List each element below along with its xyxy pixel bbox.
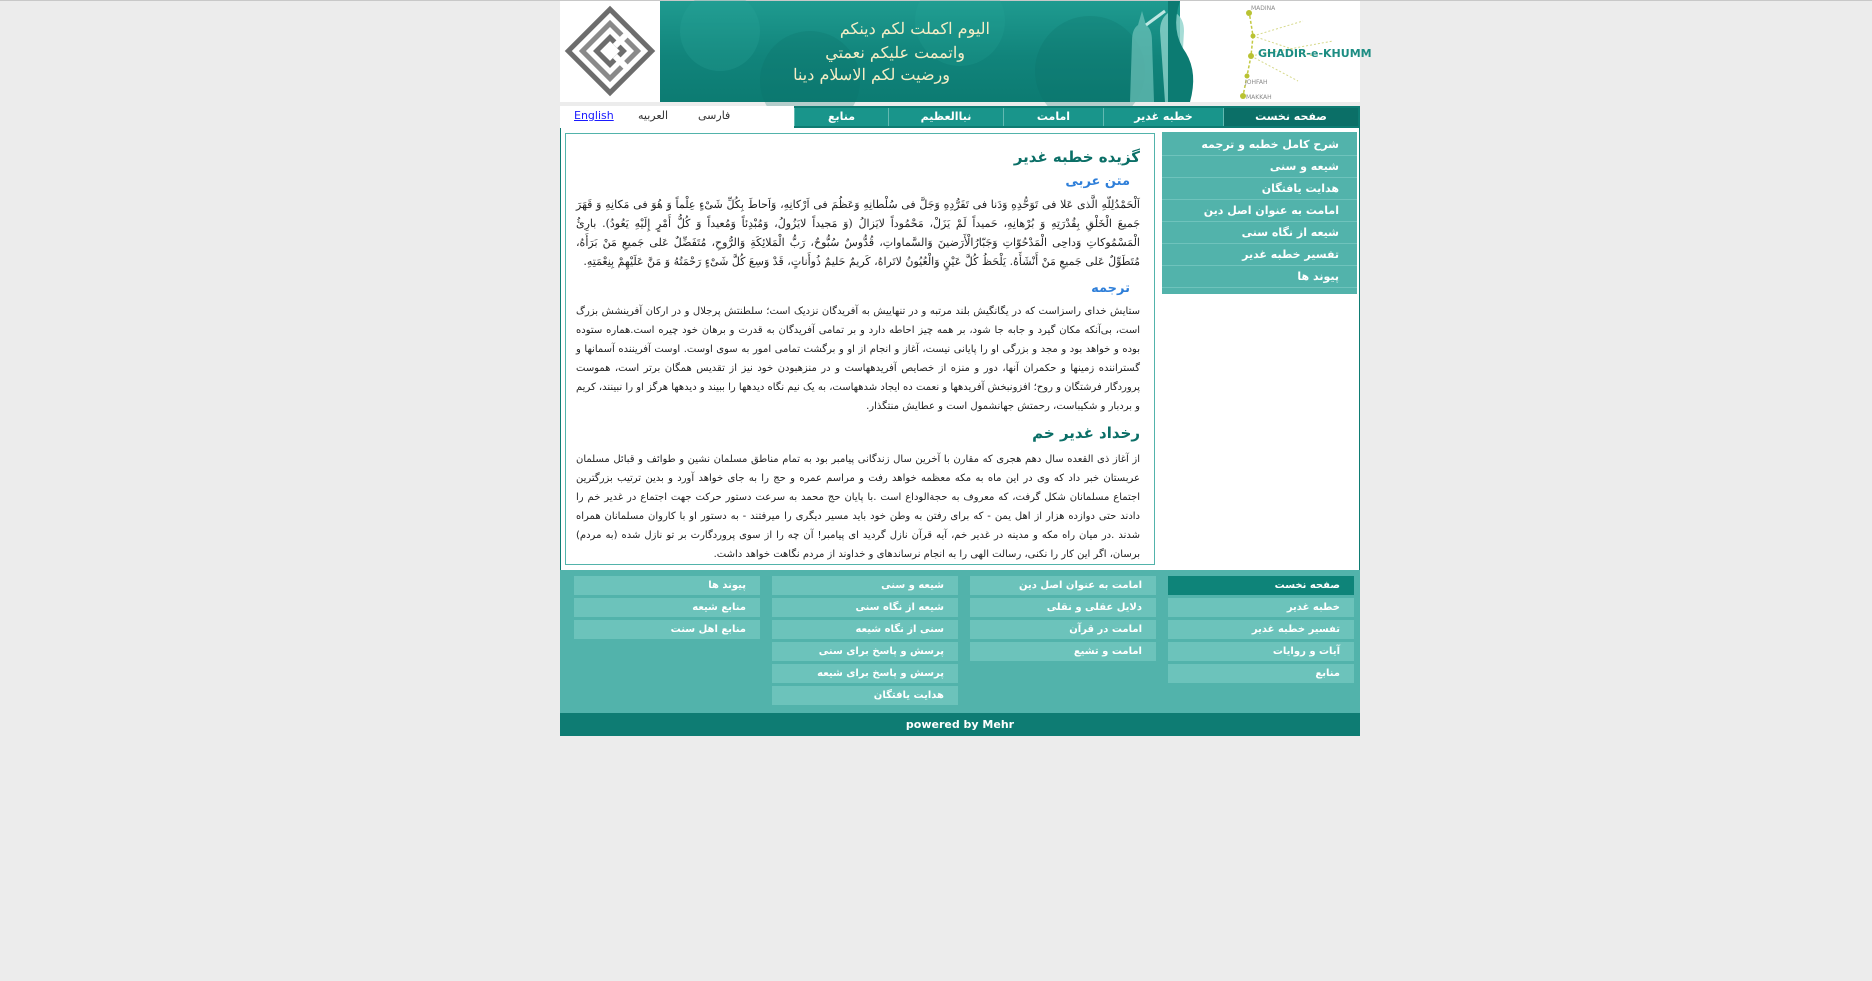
tab-ghadir-sermon[interactable]: خطبه غدير [1103, 108, 1223, 126]
footer-link-shia-sources[interactable]: منابع شيعه [574, 598, 760, 617]
arabic-heading: متن عربی [1065, 174, 1130, 189]
event-heading: رخداد غدير خم [1032, 424, 1140, 442]
map-city-madina: MADINA [1251, 5, 1276, 12]
footer-link-imamate-quran[interactable]: امامت در قرآن [970, 620, 1156, 639]
map-city-johfah: JOHFAH [1245, 79, 1268, 86]
map-city-makkah: MAKKAH [1246, 94, 1272, 101]
footer-link-verses-narrations[interactable]: آيات و روايات [1168, 642, 1354, 661]
footer-column-2 [970, 576, 1156, 664]
footer-link-sermon-commentary[interactable]: تفسير خطبه غدير [1168, 620, 1354, 639]
footer-link-sources[interactable]: منابع [1168, 664, 1354, 683]
footer-link-shia-sunni[interactable]: شيعه و سنی [772, 576, 958, 595]
tab-imamate[interactable]: امامت [1003, 108, 1103, 126]
kufic-logo[interactable] [560, 1, 660, 102]
footer-link-qa-sunni[interactable]: پرسش و پاسخ برای سنی [772, 642, 958, 661]
footer-column-3 [772, 576, 958, 708]
tab-naba-al-azim[interactable]: نباالعظيم [888, 108, 1003, 126]
site-header [560, 1, 1372, 102]
arabic-text: اَلْحَمْدُلِلّهِ الَّذی عَلا فی تَوَحُّدِهِ وَدَنا فی تَفَرُّدِهِ وَجَلَّ فی سُلْطانِهِ وَعَظُمَ فی اَرْکانِهِ، وَاَحاطَ بِکُلِّ شَیْءٍ عِلْماً وَ هُوَ فی مَکانِهِ وَ قَهَرَ جَمیعَ الْخَلْقِ بِقُدْرَتِهِ وَ بُرْهانِهِ، حَمیداً لَمْ یَزَلْ، مَحْمُوداً لایَزالُ (وَ مَجیداً لایَزُولُ، وَمُبْدِئاً وَمُعیداً وَ کُلُّ أَمْرٍ إِلَیْهِ یَعُودُ). بارِئُ الْمَسْمُوکاتِ وَداحِی الْمَدْحُوّاتِ وَجَبّارُالْأَرَضینَ وَالسَّماواتِ، قُدُّوسٌ سُبُّوحٌ، رَبُّ الْمَلائِکَةِ وَالرُّوحِ، مُتَفَضِّلٌ عَلی جَمیعِ مَنْ بَرَأَهُ، مُتَطَوِّلٌ عَلی جَمیعِ مَنْ أَنْشَأَهُ. یَلْحَظُ کُلَّ عَیْنٍ وَالْعُیُونُ لاتَراهُ، کَریمٌ حَلیمٌ ذُوأَناتٍ، قَدْ وَسِعَ کُلَّ شَیْءٍ رَحْمَتُهُ وَ مَنَّ عَلَیْهِمْ بِنِعْمَتِهِ. [576, 198, 1140, 268]
sidebar [1162, 132, 1357, 294]
main-area [560, 128, 1360, 570]
lang-english-link[interactable]: English [574, 109, 614, 122]
powered-by: powered by Mehr [560, 713, 1360, 736]
sidebar-item-converts[interactable]: هدايت يافتگان [1162, 178, 1357, 200]
map-title: GHADIR-e-KHUMM [1258, 47, 1372, 60]
sidebar-item-imamate-principle[interactable]: امامت به عنوان اصل دين [1162, 200, 1357, 222]
lang-persian-link[interactable]: فارسی [698, 109, 731, 122]
verse-line-1: اليوم اكملت لكم دينكم [839, 19, 990, 38]
footer-link-imamate-shiism[interactable]: امامت و تشيع [970, 642, 1156, 661]
top-nav [560, 106, 1360, 128]
sidebar-item-shia-sunni[interactable]: شيعه و سنی [1162, 156, 1357, 178]
article [565, 133, 1155, 565]
footer-link-home[interactable]: صفحه نخست [1168, 576, 1354, 595]
footer-link-ghadir-sermon[interactable]: خطبه غدير [1168, 598, 1354, 617]
kufic-logo-icon [560, 1, 660, 102]
footer-link-shia-by-sunni[interactable]: شيعه از نگاه سنی [772, 598, 958, 617]
verse-line-2: واتممت عليكم نعمتي [825, 43, 965, 62]
verse-line-3: ورضيت لكم الاسلام دينا [793, 65, 950, 84]
footer-link-qa-shia[interactable]: پرسش و پاسخ برای شيعه [772, 664, 958, 683]
article-title: گزيده خطبه غدير [1013, 148, 1140, 166]
sidebar-item-sermon-commentary[interactable]: تفسير خطبه غدير [1162, 244, 1357, 266]
page-wrapper [560, 1, 1372, 736]
sidebar-item-shia-by-sunni[interactable]: شيعه از نگاه سنی [1162, 222, 1357, 244]
footer-column-4 [574, 576, 760, 642]
tab-home[interactable]: صفحه نخست [1223, 108, 1358, 126]
tab-sources[interactable]: منابع [794, 108, 888, 126]
footer-column-1 [1168, 576, 1354, 686]
footer-link-imamate-principle[interactable]: امامت به عنوان اصل دين [970, 576, 1156, 595]
footer-link-converts[interactable]: هدايت يافتگان [772, 686, 958, 705]
event-text: از آغاز ذی القعده سال دهم هجری که مقارن با آخرين سال زندگانی پيامبر بود به تمام مناطق مسلمان نشين و طوائف و قبائل مسلمان عربستان خبر داد که وی در اين ماه به مکه معظمه خواهد رفت و مراسم عمره و حج را به جای خواهد آورد و بدين ترتيب بزرگترين اجتماع مسلمانان شکل گرفت، که معروف به حجةالوداع است .با پايان حج محمد به سرعت دستور حرکت جهت اجتماع در غدير خم را دادند حتی دوازده هزار از اهل يمن - که برای رفتن به وطن خود بايد مسير ديگری را ميرفتند - به دستور او با کاروان مسلمانان همراه شدند .در ميان راه مکه و مدينه در غدير خم، آيه قرآن نازل گرديد ای پيامبر! آن چه را از سوی پروردگارت بر تو نازل شده (به مردم) برسان، اگر اين کار را نکنی، رسالت الهی را به انجام نرساندهای و خداوند از مردم نگاهت خواهد داشت. [576, 454, 1140, 560]
lang-arabic-link[interactable]: العربيه [638, 109, 669, 122]
footer-links [560, 570, 1360, 713]
footer-link-sunni-sources[interactable]: منابع اهل سنت [574, 620, 760, 639]
main-tabs [794, 106, 1360, 128]
translation-heading: ترجمه [1091, 281, 1130, 296]
sidebar-item-links[interactable]: پيوند ها [1162, 266, 1357, 288]
header-banner [660, 1, 1180, 102]
footer-link-links[interactable]: پيوند ها [574, 576, 760, 595]
footer-link-rational-proofs[interactable]: دلايل عقلی و نقلی [970, 598, 1156, 617]
footer-link-sunni-by-shia[interactable]: سنی از نگاه شيعه [772, 620, 958, 639]
sidebar-item-full-sermon[interactable]: شرح کامل خطبه و ترجمه [1162, 134, 1357, 156]
translation-text: ستايش خدای راسزاست که در يگانگيش بلند مرتبه و در تنهاييش به آفريدگان نزديک است؛ سلطنتش پرجلال و در ارکان آفرينشش بزرگ است، بی‌آنکه مکان گيرد و جابه جا شود، بر همه چيز احاطه دارد و بر تمامی آفريدگان به قدرت و برهان خود چيره است.هماره ستوده بوده و خواهد بود و مجد و بزرگی او را پايانی نيست، آغاز و انجام از او و برگشت تمامی امور به سوی اوست. اوست آفريننده آسمانها و گستراننده زمينها و حکمران آنها، دور و منزه از خصايص آفريدههاست و در منزهبودن خود نيز از تقديس همگان برتر است، هموست پروردگار فرشتگان و روح؛ افزونبخش آفريدهها و نعمت ده ايجاد شدههاست، به يک نيم نگاه ديدهها را ببيند و ديدهها هرگز او را نبينند، کريم و بردبار و شکيباست، رحمتش جهانشمول است و عطايش منتگذار. [576, 306, 1140, 412]
